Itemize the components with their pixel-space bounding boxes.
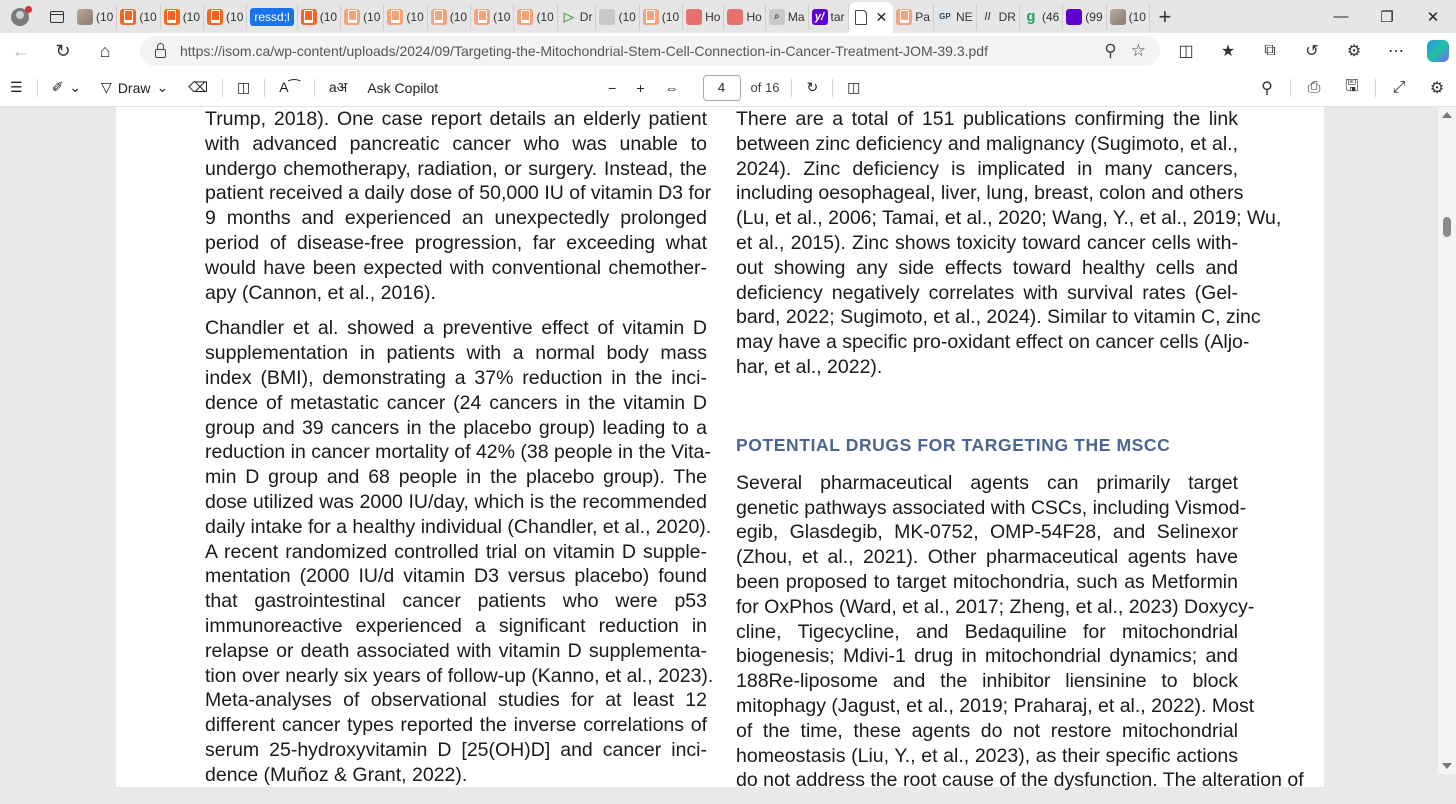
text-line: genetic pathways associated with CSCs, including Vismod- xyxy=(736,496,1247,519)
eraser-icon: ⌫ xyxy=(188,79,209,95)
tab-title: (10 xyxy=(406,9,424,24)
text-line: that gastrointestinal cancer patients who were p53 xyxy=(205,590,707,613)
browser-tab[interactable] xyxy=(74,4,117,30)
mail-icon xyxy=(1066,9,1082,25)
text-line: for OxPhos (Ward, et al., 2017; Zheng, et al., 2023) Doxycy- xyxy=(736,595,1255,618)
browser-tab[interactable] xyxy=(117,4,160,30)
text-line: (Lu, et al., 2006; Tamai, et al., 2020; Wang, Y., et al., 2019; Wu, xyxy=(736,207,1282,230)
restore-button[interactable]: ❐ xyxy=(1380,8,1394,26)
settings-gear-icon[interactable]: ⚙ xyxy=(1429,80,1445,97)
tab-title: tar xyxy=(830,9,845,24)
tab-title: (10 xyxy=(536,9,554,24)
g9-icon: g xyxy=(1026,8,1036,25)
substack-light-icon xyxy=(643,9,659,25)
text-box-icon: ◫ xyxy=(237,79,251,95)
text-line: serum 25-hydroxyvitamin D [25(OH)D] and cancer inci- xyxy=(205,738,707,761)
rotate-button[interactable] xyxy=(796,69,828,107)
collections-icon[interactable]: ⧉ xyxy=(1264,42,1276,59)
draw-pen-icon: ▽ xyxy=(101,79,112,95)
profile-button[interactable] xyxy=(0,0,40,33)
yahoo-icon: y/ xyxy=(812,9,828,25)
text-line: immunoreactive experienced a significant reduction in xyxy=(205,614,707,637)
text-line: patient received a daily dose of 50,000 IU of vitamin D3 for xyxy=(205,182,712,205)
text-line: group and 39 cancers in the placebo group) leading to a xyxy=(205,416,707,439)
translate-button[interactable] xyxy=(319,69,357,107)
new-tab-button[interactable]: + xyxy=(1158,3,1172,29)
highlight-button[interactable] xyxy=(42,69,91,107)
paragraph xyxy=(205,107,712,305)
split-screen-icon[interactable]: ◫ xyxy=(1178,43,1194,60)
substack-icon xyxy=(301,9,317,25)
tab-title: (10 xyxy=(449,9,468,24)
page-number-input[interactable]: 4 xyxy=(703,75,741,101)
tab-title: (46 xyxy=(1041,9,1060,24)
add-text-button[interactable] xyxy=(227,69,260,107)
text-line: 2024). Zinc deficiency is implicated in many cancers, xyxy=(736,157,1238,180)
tab-title: (10 xyxy=(661,9,680,24)
tab-title: (10 xyxy=(96,9,114,24)
text-line: bard, 2022; Sugimoto, et al., 2024). Similar to vitamin C, zinc xyxy=(736,306,1261,329)
tab-title: Dr xyxy=(579,9,593,24)
text-line: 9 months and experienced an unexpectedly prolonged xyxy=(205,207,707,230)
browser-tab[interactable] xyxy=(1020,4,1063,30)
text-line: Chandler et al. showed a preventive effect of vitamin D xyxy=(205,317,707,340)
text-line: undergo chemotherapy, radiation, or surgery. Instead, the xyxy=(205,157,707,180)
tab-title: (10 xyxy=(182,9,201,24)
text-line: reduction in cancer mortality of 42% (38 people in the Vita- xyxy=(205,441,711,464)
vertical-scrollbar[interactable] xyxy=(1438,107,1456,774)
tab-title: (10 xyxy=(618,9,636,24)
text-line: har, et al., 2022). xyxy=(736,355,883,378)
fit-width-icon: ⇔ xyxy=(664,79,679,96)
tab-title: Ma xyxy=(787,9,805,24)
fullscreen-icon[interactable]: ⤢ xyxy=(1392,79,1406,96)
minus-icon: − xyxy=(608,79,617,96)
text-line: Several pharmaceutical agents can primarily target xyxy=(736,471,1238,494)
search-icon[interactable]: ⚲ xyxy=(1261,80,1273,97)
left-column xyxy=(205,107,714,799)
browser-tab[interactable] xyxy=(596,4,639,30)
text-line: deficiency negatively correlates with survival rates (Gel- xyxy=(736,281,1238,304)
substack-light-icon xyxy=(474,9,490,25)
scroll-down-arrow-icon[interactable] xyxy=(1442,763,1452,769)
browser-tab[interactable] xyxy=(893,4,934,30)
browser-tab[interactable] xyxy=(683,4,724,30)
text-line: 188Re-liposome and the inhibitor liensinine to block xyxy=(736,670,1238,693)
browser-tab[interactable] xyxy=(204,4,247,30)
zoom-icon[interactable]: ⚲ xyxy=(1104,41,1117,60)
draw-label: Draw xyxy=(117,79,151,96)
address-bar[interactable] xyxy=(140,36,1160,66)
rotate-icon: ↻ xyxy=(806,79,819,95)
text-line: et al., 2015). Zinc shows toxicity toward cancer cells with- xyxy=(736,231,1238,254)
person-icon xyxy=(599,9,615,25)
tab-title: (10 xyxy=(139,9,157,24)
tab-title: (10 xyxy=(319,9,338,24)
tab-list xyxy=(74,0,1150,33)
home-button[interactable]: ⌂ xyxy=(99,40,111,61)
notification-dot xyxy=(25,6,32,13)
pdf-toolbar xyxy=(0,69,1456,107)
substack-light-icon xyxy=(344,9,360,25)
image-icon xyxy=(77,9,93,25)
text-line: dence (Muñoz & Grant, 2022). xyxy=(205,763,468,786)
text-line: period of disease-free progression, far exceeding what xyxy=(205,231,707,254)
browser-tab[interactable] xyxy=(341,4,384,30)
favorite-star-icon[interactable]: ☆ xyxy=(1130,41,1146,60)
erase-button[interactable] xyxy=(178,69,218,107)
text-line: tion over nearly six years of follow-up (Kanno, et al., 2023). xyxy=(205,664,714,687)
tab-title: Ho xyxy=(705,9,721,24)
paragraph xyxy=(205,316,714,787)
browser-tab[interactable] xyxy=(766,4,809,30)
substack-icon xyxy=(164,9,180,25)
browser-tab[interactable] xyxy=(247,4,297,30)
site-info-button[interactable] xyxy=(140,44,180,58)
text-line: dence of metastatic cancer (24 cancers in the vitamin D xyxy=(205,391,707,414)
text-line: would have been expected with conventional chemother- xyxy=(205,256,707,279)
substack-light-icon xyxy=(517,9,533,25)
tab-title: NE xyxy=(955,9,973,24)
pdf-icon xyxy=(855,10,867,25)
browser-tab[interactable] xyxy=(471,4,514,30)
text-line: apy (Cannon, et al., 2016). xyxy=(205,281,436,304)
browser-tab[interactable] xyxy=(384,4,427,30)
text-line: A recent randomized controlled trial on vitamin D supple- xyxy=(205,540,707,563)
copilot-icon[interactable] xyxy=(1427,40,1449,62)
text-line: out showing any side effects toward healthy cells and xyxy=(736,256,1238,279)
paragraph xyxy=(736,107,1282,380)
close-window-button[interactable]: ✕ xyxy=(1426,8,1440,26)
tab-title: DR xyxy=(998,9,1016,24)
red-icon xyxy=(686,9,702,25)
save-icon[interactable]: 🖫 xyxy=(1345,77,1359,95)
print-icon[interactable]: ⎙ xyxy=(1307,79,1321,96)
text-line: between zinc deficiency and malignancy (Sugimoto, et al., xyxy=(736,132,1238,155)
zoom-out-button[interactable] xyxy=(598,69,626,107)
text-line: There are a total of 151 publications confirming the link xyxy=(736,108,1238,130)
ask-copilot-button[interactable]: Ask Copilot xyxy=(367,79,439,96)
contents-list-icon: ☰ xyxy=(10,79,23,95)
translate-icon: aअ xyxy=(328,79,348,95)
text-line: (Zhou, et al., 2021). Other pharmaceutical agents have xyxy=(736,546,1238,569)
substack-icon xyxy=(120,9,136,25)
red-icon xyxy=(727,9,743,25)
search-icon: ⌕ xyxy=(769,9,785,25)
extensions-icon[interactable]: ⚙ xyxy=(1346,43,1362,60)
tab-title: Ho xyxy=(746,9,762,24)
text-line: do not address the root cause of the dysfunction. The alteration of xyxy=(736,769,1304,792)
paragraph xyxy=(736,471,1304,793)
text-line: index (BMI), demonstrating a 37% reduction in the inci- xyxy=(205,366,707,389)
highlighter-icon: ✐ xyxy=(51,79,64,95)
fit-to-width-button[interactable] xyxy=(655,69,689,107)
browser-tab[interactable] xyxy=(724,4,765,30)
pdf-viewer[interactable] xyxy=(0,107,1438,792)
text-line: of the time, these agents do not restore mitochondrial xyxy=(736,719,1238,742)
text-line: biogenesis; Mdivi-1 drug in mitochondrial dynamics; and xyxy=(736,645,1238,668)
read-aloud-icon: A⁀ xyxy=(279,79,300,95)
tab-actions-icon xyxy=(50,11,64,23)
draw-button[interactable] xyxy=(91,69,178,107)
browser-tab[interactable] xyxy=(934,4,977,30)
text-line: with advanced pancreatic cancer who was unable to xyxy=(205,132,707,155)
favorites-icon[interactable]: ★ xyxy=(1220,43,1236,60)
url-text[interactable]: https://isom.ca/wp-content/uploads/2024/09/Targeting-the-Mitochondrial-Stem-Cell-Connection-in-Cancer-Treatment-JOM-39.3.pdf xyxy=(180,43,988,59)
play-icon: ▷ xyxy=(563,8,574,24)
text-line: Meta-analyses of observational studies for at least 12 xyxy=(205,689,707,712)
history-icon[interactable]: ↺ xyxy=(1305,43,1319,60)
text-line: different cancer types reported the inverse correlations of xyxy=(205,714,707,737)
minimize-button[interactable]: — xyxy=(1333,8,1349,25)
browser-tab[interactable] xyxy=(1107,4,1150,30)
contents-button[interactable] xyxy=(0,69,33,107)
text-line: been proposed to target mitochondria, such as Metformin xyxy=(736,570,1238,593)
text-line: dose utilized was 2000 IU/day, which is the recommended xyxy=(205,490,707,513)
browser-tab[interactable] xyxy=(514,4,557,30)
tab-title: (10 xyxy=(226,9,244,24)
text-line: min D group and 68 people in the placebo group). The xyxy=(205,466,707,489)
text-line: homeostasis (Liu, Y., et al., 2023), as their specific actions xyxy=(736,744,1238,767)
text-line: may have a specific pro-oxidant effect on cancer cells (Aljo- xyxy=(736,331,1250,354)
substack-light-icon xyxy=(387,9,403,25)
scroll-up-arrow-icon[interactable] xyxy=(1442,112,1452,118)
browser-tab[interactable] xyxy=(298,4,341,30)
section-heading: POTENTIAL DRUGS FOR TARGETING THE MSCC xyxy=(736,434,1171,455)
refresh-button[interactable]: ↻ xyxy=(55,40,71,61)
chevron-down-icon: ⌄ xyxy=(156,79,169,95)
back-button[interactable]: ← xyxy=(12,40,30,61)
substack-light-icon xyxy=(896,9,912,25)
dr-icon: // xyxy=(984,10,991,23)
browser-tab[interactable] xyxy=(809,4,849,30)
text-line: mitophagy (Jagust, et al., 2019; Praharaj, et al., 2022). Most xyxy=(736,694,1255,717)
navigation-bar xyxy=(0,33,1456,69)
window-controls xyxy=(1318,0,1456,33)
browser-tab[interactable] xyxy=(977,4,1020,30)
pdf-page xyxy=(116,107,1324,792)
page-total: of 16 xyxy=(750,80,780,95)
substack-icon xyxy=(207,9,223,25)
scrollbar-thumb[interactable] xyxy=(1443,217,1451,237)
chevron-down-icon: ⌄ xyxy=(69,79,82,95)
browser-tab[interactable] xyxy=(428,4,471,30)
tab-title: (10 xyxy=(1128,9,1146,24)
plus-icon: + xyxy=(636,79,645,96)
browser-tab[interactable] xyxy=(640,4,683,30)
substack-light-icon xyxy=(431,9,447,25)
text-line: egib, Glasdegib, MK-0752, OMP-54F28, and Selinexor xyxy=(736,521,1238,544)
close-tab-icon[interactable]: ✕ xyxy=(875,9,888,25)
tab-title: (10 xyxy=(363,9,381,24)
text-line: relapse or death associated with vitamin D supplementa- xyxy=(205,639,707,662)
gp-icon: GP xyxy=(937,9,953,25)
read-aloud-button[interactable] xyxy=(269,69,310,107)
browser-tab[interactable] xyxy=(161,4,204,30)
browser-tab[interactable] xyxy=(1063,4,1106,30)
zoom-in-button[interactable] xyxy=(626,69,654,107)
text-line: supplementation in patients with a normal body mass xyxy=(205,342,707,365)
text-line: including oesophageal, liver, lung, breast, colon and others xyxy=(736,182,1244,205)
tab-actions-button[interactable] xyxy=(40,0,74,33)
more-menu-icon[interactable]: ⋯ xyxy=(1388,43,1404,60)
tab-strip xyxy=(0,0,1456,33)
page-view-button[interactable] xyxy=(837,69,870,107)
right-column xyxy=(736,107,1304,804)
text-line: Trump, 2018). One case report details an elderly patient xyxy=(205,108,707,130)
page-view-icon: ◫ xyxy=(847,79,861,95)
tab-title: (99 xyxy=(1085,9,1103,24)
tab-title: Pa xyxy=(915,9,930,24)
text-line: cline, Tigecycline, and Bedaquiline for mitochondrial xyxy=(736,620,1238,643)
text-line: daily intake for a healthy individual (Chandler, et al., 2020). xyxy=(205,515,712,538)
browser-tab[interactable] xyxy=(558,4,597,30)
lock-icon xyxy=(155,49,166,58)
tab-active[interactable] xyxy=(849,2,894,33)
highlighted-tab-label: ressd;l xyxy=(250,8,293,26)
text-line: mentation (2000 IU/d vitamin D3 versus placebo) found xyxy=(205,565,707,588)
tab-title: (10 xyxy=(493,9,511,24)
image-icon xyxy=(1110,9,1126,25)
